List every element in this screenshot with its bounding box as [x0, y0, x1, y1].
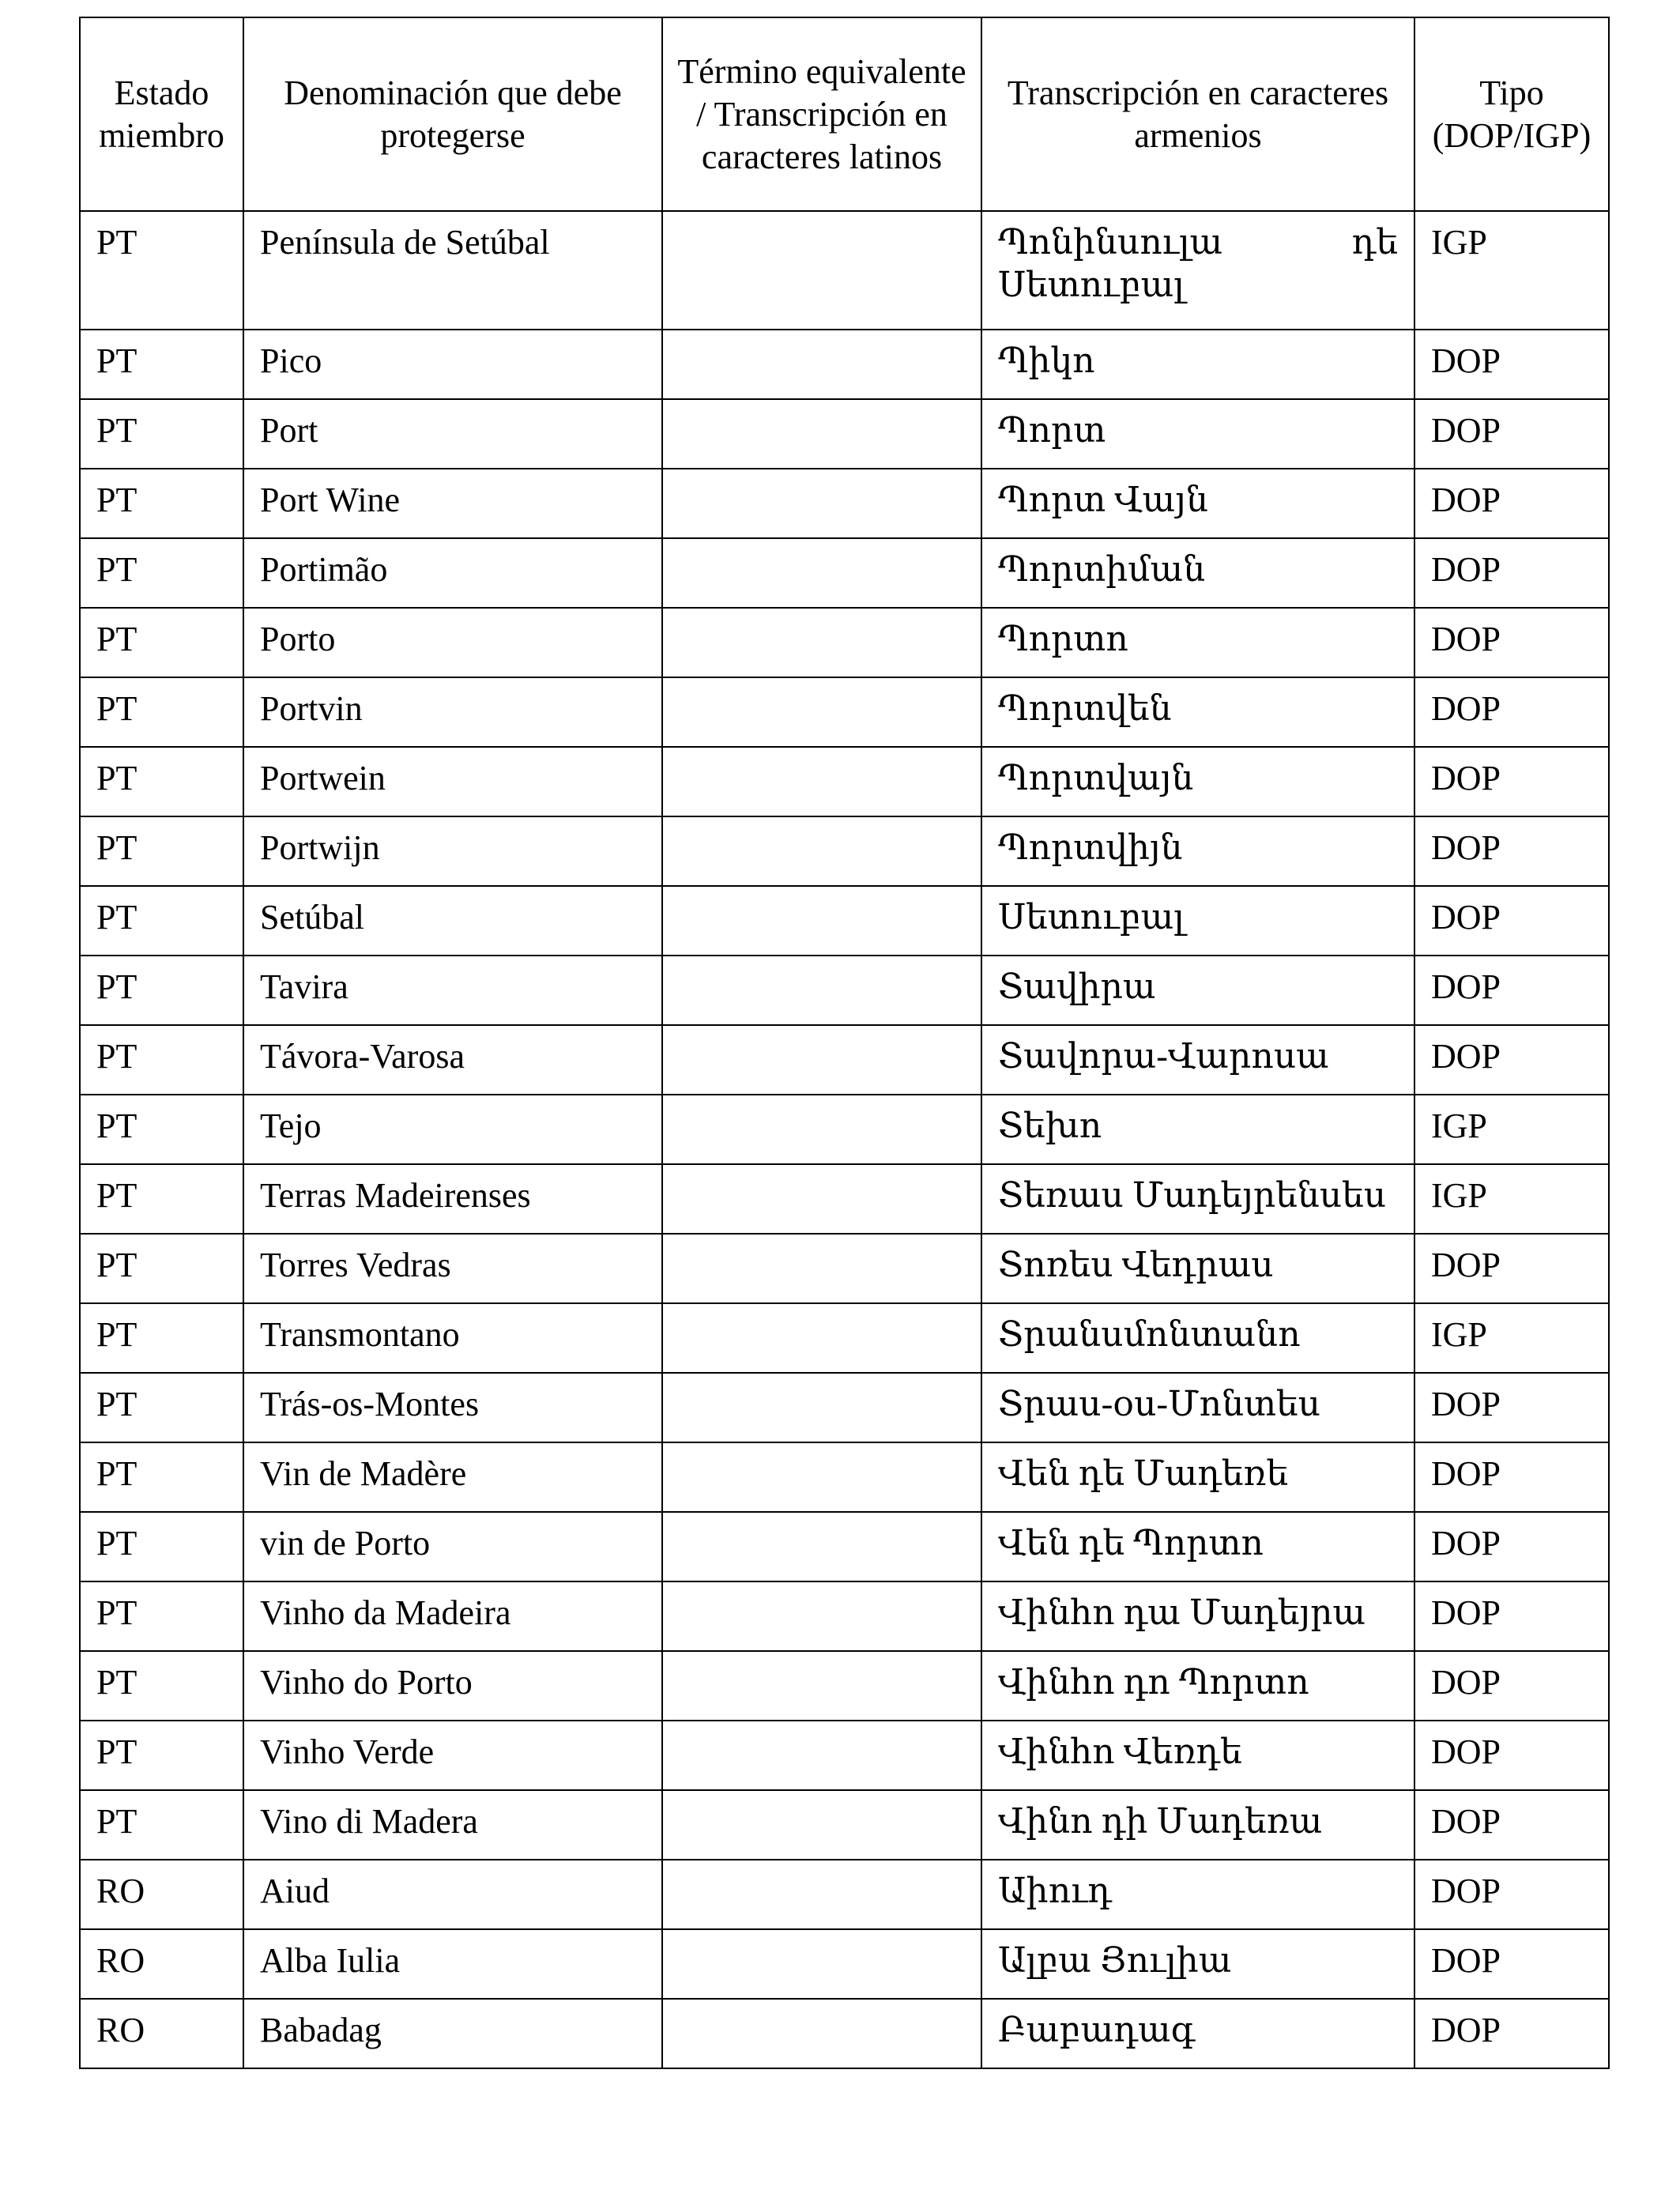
table-row	[80, 211, 1609, 330]
equivalent-term-cell	[662, 1929, 981, 1999]
equivalent-term-cell	[662, 1790, 981, 1860]
header-row	[80, 17, 1609, 211]
table-row	[80, 1860, 1609, 1929]
table-row	[80, 956, 1609, 1025]
denomination-cell: Pico	[243, 330, 662, 399]
type-cell: IGP	[1414, 1303, 1609, 1373]
member-state-cell: PT	[80, 677, 243, 747]
denominations-table	[79, 17, 1610, 2069]
armenian-transcription-cell: Աիուդ	[981, 1860, 1414, 1929]
table-row	[80, 1303, 1609, 1373]
member-state-cell: PT	[80, 747, 243, 816]
table-row	[80, 469, 1609, 538]
type-cell: DOP	[1414, 886, 1609, 956]
denomination-cell: Península de Setúbal	[243, 211, 662, 330]
armenian-transcription-cell: Վեն դե Մադեռե	[981, 1442, 1414, 1512]
type-cell: DOP	[1414, 1999, 1609, 2068]
equivalent-term-cell	[662, 399, 981, 469]
member-state-cell: RO	[80, 1999, 243, 2068]
equivalent-term-cell	[662, 1442, 981, 1512]
armenian-transcription-cell: Պոնինսուլա դե Սետուբալ	[981, 211, 1414, 330]
type-cell: DOP	[1414, 677, 1609, 747]
denomination-cell: Portwein	[243, 747, 662, 816]
denomination-cell: Távora-Varosa	[243, 1025, 662, 1095]
armenian-transcription-cell: Վեն դե Պորտո	[981, 1512, 1414, 1581]
armenian-transcription-cell: Տրանսմոնտանո	[981, 1303, 1414, 1373]
equivalent-term-cell	[662, 1721, 981, 1790]
denomination-cell: Porto	[243, 608, 662, 677]
member-state-cell: PT	[80, 1790, 243, 1860]
table-row	[80, 1999, 1609, 2068]
table-row	[80, 1790, 1609, 1860]
equivalent-term-cell	[662, 1025, 981, 1095]
denomination-cell: Vin de Madère	[243, 1442, 662, 1512]
table-row	[80, 677, 1609, 747]
member-state-cell: PT	[80, 211, 243, 330]
equivalent-term-cell	[662, 956, 981, 1025]
equivalent-term-cell	[662, 747, 981, 816]
table-row	[80, 608, 1609, 677]
type-cell: DOP	[1414, 1860, 1609, 1929]
type-cell: DOP	[1414, 956, 1609, 1025]
denomination-cell: Tavira	[243, 956, 662, 1025]
denomination-cell: Vinho da Madeira	[243, 1581, 662, 1651]
denomination-cell: Vinho Verde	[243, 1721, 662, 1790]
member-state-cell: PT	[80, 1512, 243, 1581]
member-state-cell: PT	[80, 330, 243, 399]
type-cell: DOP	[1414, 1234, 1609, 1303]
table-row	[80, 1095, 1609, 1164]
denomination-cell: Alba Iulia	[243, 1929, 662, 1999]
equivalent-term-cell	[662, 469, 981, 538]
table-body	[80, 211, 1609, 2068]
member-state-cell: PT	[80, 1303, 243, 1373]
armenian-transcription-cell: Տավորա-Վարոսա	[981, 1025, 1414, 1095]
type-cell: IGP	[1414, 211, 1609, 330]
equivalent-term-cell	[662, 816, 981, 886]
table-row	[80, 1512, 1609, 1581]
type-cell: DOP	[1414, 1442, 1609, 1512]
type-cell: DOP	[1414, 1929, 1609, 1999]
table-row	[80, 1721, 1609, 1790]
armenian-transcription-cell: Տավիրա	[981, 956, 1414, 1025]
table-row	[80, 399, 1609, 469]
header-denomination: Denominación que debe protegerse	[243, 17, 662, 211]
equivalent-term-cell	[662, 886, 981, 956]
member-state-cell: PT	[80, 469, 243, 538]
armenian-transcription-cell: Վինհո Վեռդե	[981, 1721, 1414, 1790]
type-cell: IGP	[1414, 1095, 1609, 1164]
table-row	[80, 538, 1609, 608]
armenian-transcription-cell: Ալբա Յուլիա	[981, 1929, 1414, 1999]
member-state-cell: RO	[80, 1860, 243, 1929]
type-cell: DOP	[1414, 1721, 1609, 1790]
armenian-transcription-cell: Տեխո	[981, 1095, 1414, 1164]
header-member-state: Estado miembro	[80, 17, 243, 211]
type-cell: DOP	[1414, 1790, 1609, 1860]
denomination-cell: Portwijn	[243, 816, 662, 886]
equivalent-term-cell	[662, 1303, 981, 1373]
equivalent-term-cell	[662, 1512, 981, 1581]
denomination-cell: Vinho do Porto	[243, 1651, 662, 1721]
table-row	[80, 1373, 1609, 1442]
table-row	[80, 1442, 1609, 1512]
equivalent-term-cell	[662, 1581, 981, 1651]
header-equivalent-term: Término equivalente / Transcripción en caracteres latinos	[662, 17, 981, 211]
type-cell: DOP	[1414, 399, 1609, 469]
type-cell: DOP	[1414, 1373, 1609, 1442]
type-cell: DOP	[1414, 816, 1609, 886]
member-state-cell: PT	[80, 1164, 243, 1234]
member-state-cell: PT	[80, 1651, 243, 1721]
armenian-transcription-cell: Վինո դի Մադեռա	[981, 1790, 1414, 1860]
equivalent-term-cell	[662, 677, 981, 747]
type-cell: DOP	[1414, 747, 1609, 816]
member-state-cell: RO	[80, 1929, 243, 1999]
equivalent-term-cell	[662, 211, 981, 330]
equivalent-term-cell	[662, 608, 981, 677]
member-state-cell: PT	[80, 886, 243, 956]
type-cell: DOP	[1414, 330, 1609, 399]
table-row	[80, 1651, 1609, 1721]
armenian-transcription-cell: Պորտվեն	[981, 677, 1414, 747]
denomination-cell: Aiud	[243, 1860, 662, 1929]
table-row	[80, 1234, 1609, 1303]
type-cell: DOP	[1414, 1512, 1609, 1581]
table-row	[80, 747, 1609, 816]
type-cell: DOP	[1414, 608, 1609, 677]
type-cell: DOP	[1414, 1581, 1609, 1651]
type-cell: DOP	[1414, 1651, 1609, 1721]
armenian-transcription-cell: Վինհո դա Մադեյրա	[981, 1581, 1414, 1651]
member-state-cell: PT	[80, 956, 243, 1025]
equivalent-term-cell	[662, 1999, 981, 2068]
equivalent-term-cell	[662, 1651, 981, 1721]
equivalent-term-cell	[662, 1373, 981, 1442]
type-cell: DOP	[1414, 538, 1609, 608]
denomination-cell: Portimão	[243, 538, 662, 608]
member-state-cell: PT	[80, 1581, 243, 1651]
denomination-cell: Tejo	[243, 1095, 662, 1164]
member-state-cell: PT	[80, 1095, 243, 1164]
denomination-cell: Trás-os-Montes	[243, 1373, 662, 1442]
type-cell: IGP	[1414, 1164, 1609, 1234]
armenian-transcription-cell: Բաբադագ	[981, 1999, 1414, 2068]
table-row	[80, 1164, 1609, 1234]
equivalent-term-cell	[662, 330, 981, 399]
denomination-cell: Portvin	[243, 677, 662, 747]
armenian-transcription-cell: Տեռաս Մադեյրենսես	[981, 1164, 1414, 1234]
armenian-transcription-cell: Տրաս-օս-Մոնտես	[981, 1373, 1414, 1442]
armenian-transcription-cell: Պորտվիյն	[981, 816, 1414, 886]
denomination-cell: Port Wine	[243, 469, 662, 538]
denomination-cell: Port	[243, 399, 662, 469]
member-state-cell: PT	[80, 538, 243, 608]
header-armenian-transcription: Transcripción en caracteres armenios	[981, 17, 1414, 211]
armenian-transcription-cell: Վինհո դո Պորտո	[981, 1651, 1414, 1721]
member-state-cell: PT	[80, 1373, 243, 1442]
member-state-cell: PT	[80, 1721, 243, 1790]
table-row	[80, 1581, 1609, 1651]
armenian-transcription-cell: Պորտիման	[981, 538, 1414, 608]
armenian-transcription-cell: Պորտ	[981, 399, 1414, 469]
armenian-transcription-cell: Սետուբալ	[981, 886, 1414, 956]
armenian-transcription-cell: Տոռես Վեդրաս	[981, 1234, 1414, 1303]
equivalent-term-cell	[662, 538, 981, 608]
equivalent-term-cell	[662, 1095, 981, 1164]
denomination-cell: Transmontano	[243, 1303, 662, 1373]
armenian-transcription-cell: Պիկո	[981, 330, 1414, 399]
header-type: Tipo (DOP/IGP)	[1414, 17, 1609, 211]
denomination-cell: Torres Vedras	[243, 1234, 662, 1303]
table-row	[80, 1929, 1609, 1999]
member-state-cell: PT	[80, 1442, 243, 1512]
armenian-transcription-cell: Պորտո	[981, 608, 1414, 677]
type-cell: DOP	[1414, 469, 1609, 538]
table-row	[80, 1025, 1609, 1095]
member-state-cell: PT	[80, 816, 243, 886]
denomination-cell: Babadag	[243, 1999, 662, 2068]
member-state-cell: PT	[80, 1025, 243, 1095]
table-row	[80, 886, 1609, 956]
armenian-transcription-cell: Պորտվայն	[981, 747, 1414, 816]
equivalent-term-cell	[662, 1164, 981, 1234]
equivalent-term-cell	[662, 1860, 981, 1929]
denomination-cell: Vino di Madera	[243, 1790, 662, 1860]
member-state-cell: PT	[80, 1234, 243, 1303]
denomination-cell: Setúbal	[243, 886, 662, 956]
table-row	[80, 816, 1609, 886]
type-cell: DOP	[1414, 1025, 1609, 1095]
armenian-transcription-cell: Պորտ Վայն	[981, 469, 1414, 538]
equivalent-term-cell	[662, 1234, 981, 1303]
denomination-cell: vin de Porto	[243, 1512, 662, 1581]
denomination-cell: Terras Madeirenses	[243, 1164, 662, 1234]
member-state-cell: PT	[80, 608, 243, 677]
table-row	[80, 330, 1609, 399]
member-state-cell: PT	[80, 399, 243, 469]
